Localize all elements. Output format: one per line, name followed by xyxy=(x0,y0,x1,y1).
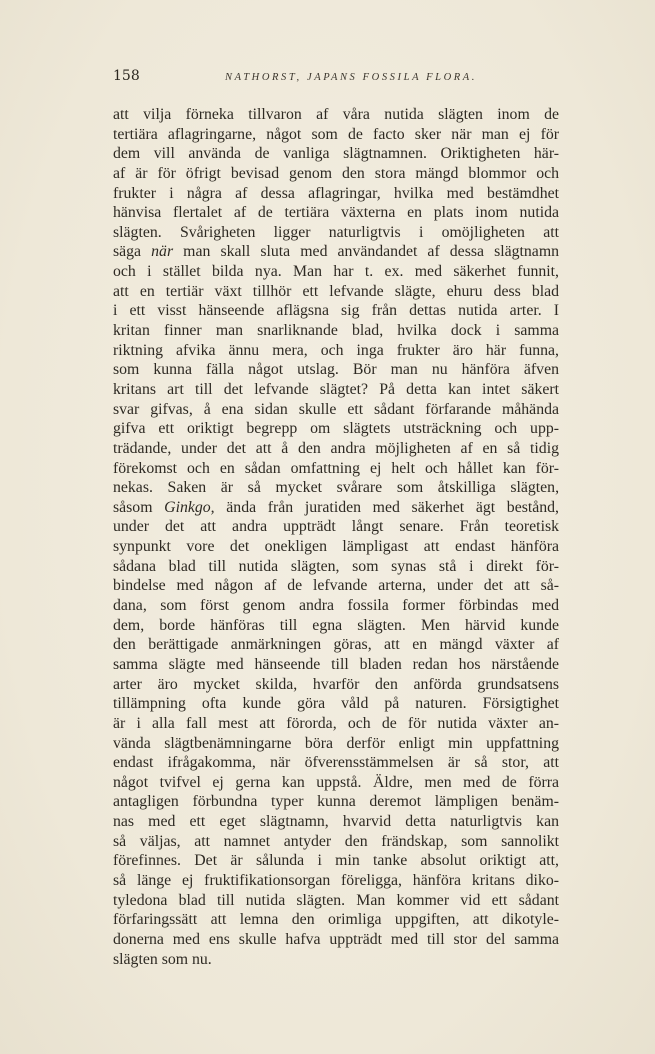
text-line xyxy=(113,203,559,223)
text-segment: i ett visst hänseende aflägsna sig från dettas nutida arter. I xyxy=(113,302,560,320)
text-line xyxy=(113,282,559,302)
text-line xyxy=(113,164,559,184)
text-segment: som kunna fälla något utslag. Bör man nu hänföra äfven xyxy=(113,361,559,379)
text-segment: sådana blad till nutida slägten, som synas stå i direkt för- xyxy=(113,557,559,575)
text-line xyxy=(113,360,559,380)
text-segment: trädande, under det att å den andra möjligheten af en så tidig xyxy=(113,439,559,457)
text-line xyxy=(113,753,559,773)
text-line xyxy=(113,125,559,145)
text-segment: endast ifrågakomma, när öfverensstämmelsen är så stor, att xyxy=(113,754,559,772)
text-line xyxy=(113,321,559,341)
text-line xyxy=(113,301,559,321)
text-line xyxy=(113,734,559,754)
text-segment: nas med ett eget slägtnamn, hvarvid detta naturligtvis kan xyxy=(113,813,559,831)
text-segment: den berättigade anmärkningen göras, att en mängd växter af xyxy=(113,636,559,654)
text-segment: synpunkt vore det onekligen lämpligast att endast hänföra xyxy=(113,538,559,556)
text-line xyxy=(113,439,559,459)
text-segment: så väljas, att namnet antyder den frändskap, som sannolikt xyxy=(113,832,560,850)
text-line xyxy=(113,537,559,557)
text-line xyxy=(113,478,559,498)
text-segment: dana, som först genom andra fossila former förbindas med xyxy=(113,597,559,615)
text-segment: att en tertiär växt tillhör ett lefvande slägte, ehuru dess blad xyxy=(113,282,560,300)
page-number: 158 xyxy=(113,68,140,84)
text-segment: dem vill använda de vanliga slägtnamnen. Oriktigheten här- xyxy=(113,145,560,163)
text-line xyxy=(113,616,559,636)
running-title: NATHORST, JAPANS FOSSILA FLORA. xyxy=(225,72,478,83)
text-line xyxy=(113,262,559,282)
text-segment: kritans art till det lefvande slägtet? På detta kan intet säkert xyxy=(113,380,560,398)
text-segment: af är för öfrigt bevisad genom den stora mängd blommor och xyxy=(113,164,560,182)
text-segment: tyledona blad till nutida slägten. Man kommer vid ett sådant xyxy=(113,891,559,909)
text-line xyxy=(113,223,559,243)
text-segment: gifva ett oriktigt begrepp om slägtets utsträckning och upp- xyxy=(113,420,560,438)
text-line xyxy=(113,576,559,596)
text-line xyxy=(113,596,559,616)
italic-term: när xyxy=(151,243,174,261)
text-line xyxy=(113,832,559,852)
text-line xyxy=(113,891,559,911)
text-line xyxy=(113,930,559,950)
text-segment: och i stället bilda nya. Man har t. ex. med säkerhet funnit, xyxy=(113,263,559,281)
text-line xyxy=(113,675,559,695)
text-line xyxy=(113,459,559,479)
text-segment: förekomst och en sådan omfattning ej helt och hållet kan för- xyxy=(113,459,560,477)
text-line xyxy=(113,498,559,518)
text-line xyxy=(113,557,559,577)
text-segment: svar gifvas, å ena sidan skulle ett sådant förfarande måhända xyxy=(113,400,559,418)
text-segment: nekas. Saken är så mycket svårare som åtskilliga slägten, xyxy=(113,479,560,497)
text-segment: hänvisa flertalet af de tertiära växterna en plats inom nutida xyxy=(113,204,560,222)
text-segment: ända från juratiden med säkerhet ägt bestånd, xyxy=(214,498,560,516)
text-segment: förfaringssätt att lemna den orimliga uppgiften, att dikotyle- xyxy=(113,911,559,929)
text-line xyxy=(113,694,559,714)
text-segment: slägten som nu. xyxy=(113,950,212,968)
text-segment: donerna med ens skulle hafva uppträdt med till stor del samma xyxy=(113,930,559,948)
text-line xyxy=(113,792,559,812)
text-segment: slägten. Svårigheten ligger naturligtvis i omöjligheten att xyxy=(113,223,559,241)
body-text xyxy=(113,105,559,969)
text-segment: bindelse med någon af de lefvande arterna, under det att så- xyxy=(113,577,559,595)
text-segment: att vilja förneka tillvaron af våra nutida slägten inom de xyxy=(113,106,560,123)
text-segment: antagligen förbundna typer kunna deremot lämpligen benäm- xyxy=(113,793,559,811)
text-line xyxy=(113,184,559,204)
text-segment: frukter i några af dessa aflagringar, hvilka med bestämdhet xyxy=(113,184,559,202)
italic-term: Ginkgo, xyxy=(164,498,215,516)
text-line xyxy=(113,380,559,400)
text-line xyxy=(113,910,559,930)
text-line xyxy=(113,714,559,734)
text-line xyxy=(113,400,559,420)
text-segment: man skall sluta med användandet af dessa slägtnamn xyxy=(173,243,559,261)
text-line xyxy=(113,871,559,891)
text-line xyxy=(113,773,559,793)
text-line xyxy=(113,635,559,655)
text-line xyxy=(113,242,559,262)
text-segment: under det att andra uppträdt långt senare. Från teoretisk xyxy=(113,518,559,536)
text-segment: tillämpning ofta kunde göra våld på naturen. Försigtighet xyxy=(113,695,559,713)
text-segment: är i alla fall mest att förorda, och de för nutida växter an- xyxy=(113,714,559,732)
running-head xyxy=(113,68,559,88)
text-segment: arter äro mycket skilda, hvarför den anförda grundsatsens xyxy=(113,675,559,693)
text-segment: förefinnes. Det är sålunda i min tanke absolut oriktigt att, xyxy=(113,852,559,870)
text-line xyxy=(113,812,559,832)
text-line xyxy=(113,655,559,675)
text-line xyxy=(113,517,559,537)
text-segment: kritan finner man snarliknande blad, hvilka dock i samma xyxy=(113,322,559,340)
text-segment: säga xyxy=(113,243,152,261)
text-segment: så länge ej fruktifikationsorgan föreligga, hänföra kritans diko- xyxy=(113,871,559,889)
text-line xyxy=(113,950,559,970)
text-segment: dem, borde hänföras till egna slägten. Men härvid kunde xyxy=(113,616,559,634)
text-segment: samma slägte med hänseende till bladen redan hos närstående xyxy=(113,655,559,673)
text-segment: något tvifvel ej gerna kan uppstå. Äldre, men med de förra xyxy=(113,773,560,791)
text-line xyxy=(113,341,559,361)
text-segment: riktning afvika ännu mera, och inga frukter äro här funna, xyxy=(113,341,559,359)
text-line xyxy=(113,851,559,871)
text-line xyxy=(113,144,559,164)
text-segment: tertiära aflagringarne, något som de facto sker när man ej för xyxy=(113,125,559,143)
text-segment: såsom xyxy=(113,498,165,516)
text-line xyxy=(113,105,559,125)
text-segment: vända slägtbenämningarne böra derför enligt min uppfattning xyxy=(113,734,559,752)
text-line xyxy=(113,419,559,439)
